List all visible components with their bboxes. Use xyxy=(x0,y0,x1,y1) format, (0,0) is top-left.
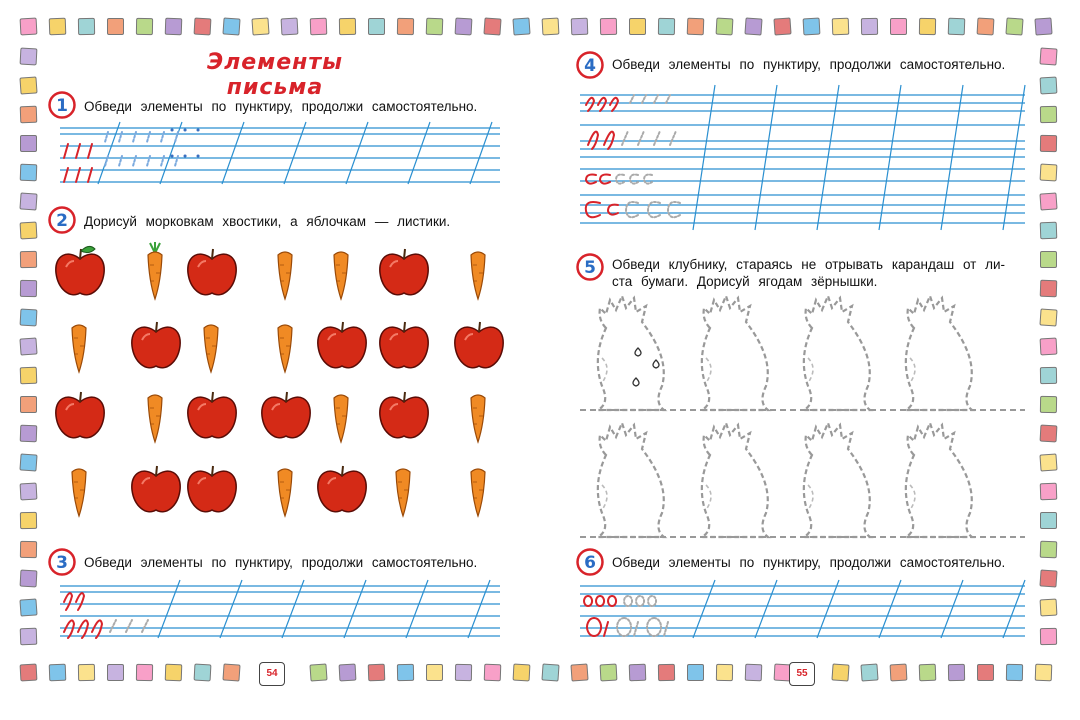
border-square xyxy=(1039,453,1057,471)
letter-element xyxy=(586,202,600,217)
slant-line xyxy=(468,580,490,638)
border-square xyxy=(20,164,38,182)
slant-line xyxy=(879,580,901,638)
border-square xyxy=(20,541,37,558)
border-square xyxy=(512,17,530,35)
border-square xyxy=(1040,280,1058,298)
border-square xyxy=(483,17,501,35)
border-square xyxy=(1039,308,1057,326)
letter-element xyxy=(644,175,652,184)
border-square xyxy=(1039,47,1057,65)
letter-element xyxy=(598,98,606,111)
slant-line xyxy=(346,122,368,184)
border-square xyxy=(1039,569,1057,587)
letter-element xyxy=(624,596,632,606)
carrot-icon xyxy=(274,241,296,301)
border-square xyxy=(861,18,878,35)
border-square xyxy=(194,18,212,36)
carrot-icon xyxy=(467,241,489,301)
letter-element xyxy=(617,618,631,636)
carrot-icon xyxy=(467,458,489,518)
border-square xyxy=(716,664,733,681)
border-square xyxy=(977,664,994,681)
border-square xyxy=(1034,17,1052,35)
apple-icon xyxy=(378,318,430,373)
page-number-left: 54 xyxy=(259,662,285,686)
carrot-icon xyxy=(392,458,414,518)
task-3-instruction: Обведи элементы по пунктиру, продолжи самостоятельно. xyxy=(84,555,478,570)
carrot-icon xyxy=(144,241,166,301)
border-square xyxy=(773,17,791,35)
handwriting-lines-4 xyxy=(580,85,1025,230)
strawberry-outline-icon xyxy=(598,296,664,410)
border-square xyxy=(716,18,734,36)
carrot-icon xyxy=(274,458,296,518)
letter-element xyxy=(64,593,72,610)
carrot-icon xyxy=(330,384,352,444)
border-square xyxy=(222,17,240,35)
border-square xyxy=(20,18,38,36)
letter-element xyxy=(636,596,644,606)
letter-element xyxy=(630,95,634,103)
border-square xyxy=(890,18,907,35)
letter-element xyxy=(638,131,644,145)
carrot-icon xyxy=(330,241,352,301)
border-square xyxy=(919,664,937,682)
letter-element xyxy=(648,596,656,606)
border-square xyxy=(890,664,908,682)
letter-element xyxy=(586,98,594,111)
task-number-badge-5 xyxy=(575,252,605,282)
task-number-2: 2 xyxy=(56,211,68,231)
slant-line xyxy=(755,580,777,638)
strawberry-outline-icon xyxy=(702,423,768,537)
letter-element xyxy=(647,618,661,636)
border-square xyxy=(658,18,675,35)
carrot-icon xyxy=(274,314,296,374)
border-square xyxy=(1039,192,1057,210)
slant-line xyxy=(282,580,304,638)
task-1-instruction: Обведи элементы по пунктиру, продолжи самостоятельно. xyxy=(84,99,478,114)
letter-element xyxy=(110,620,116,632)
border-square xyxy=(426,18,444,36)
slant-line xyxy=(222,122,244,184)
border-square xyxy=(49,18,67,36)
border-square xyxy=(19,337,37,355)
border-square xyxy=(368,664,386,682)
letter-element xyxy=(596,596,604,606)
border-square xyxy=(107,18,124,35)
border-square xyxy=(1040,512,1057,529)
border-square xyxy=(629,18,646,35)
slant-line xyxy=(693,580,715,638)
apple-icon xyxy=(378,245,430,300)
slant-line xyxy=(406,580,428,638)
page-number-right: 55 xyxy=(789,662,815,686)
letter-element xyxy=(648,202,660,217)
border-square xyxy=(1040,106,1057,123)
letter-element xyxy=(670,131,676,145)
carrot-icon xyxy=(467,384,489,444)
border-square xyxy=(19,598,37,616)
border-square xyxy=(948,664,965,681)
border-square xyxy=(1040,338,1058,356)
border-square xyxy=(1040,135,1057,152)
border-square xyxy=(78,664,95,681)
slant-line xyxy=(1003,580,1025,638)
strawberry-outline-icon xyxy=(702,296,768,410)
border-square xyxy=(194,664,212,682)
border-square xyxy=(919,18,936,35)
border-square xyxy=(1040,77,1058,95)
apple-icon xyxy=(54,245,106,300)
handwriting-lines-3 xyxy=(60,580,500,640)
border-square xyxy=(832,18,850,36)
slant-line xyxy=(98,122,120,184)
apple-icon xyxy=(378,388,430,443)
letter-element xyxy=(588,132,598,149)
task-6-instruction: Обведи элементы по пунктиру, продолжи самостоятельно. xyxy=(612,555,1006,570)
carrot-icon xyxy=(68,458,90,518)
letter-element xyxy=(604,132,614,149)
border-square xyxy=(744,17,762,35)
border-square xyxy=(1040,628,1057,645)
border-square xyxy=(1040,164,1058,182)
border-square xyxy=(20,396,37,413)
apple-icon xyxy=(453,318,505,373)
slant-line xyxy=(941,580,963,638)
slant-line xyxy=(220,580,242,638)
border-square xyxy=(19,76,37,94)
border-square xyxy=(20,628,38,646)
border-square xyxy=(1040,541,1058,559)
border-square xyxy=(629,664,647,682)
border-square xyxy=(20,48,38,66)
apple-icon xyxy=(130,318,182,373)
border-square xyxy=(1040,367,1057,384)
letter-element xyxy=(604,622,608,636)
letter-element xyxy=(630,175,638,184)
border-square xyxy=(1040,222,1058,240)
border-square xyxy=(542,18,560,36)
task-5-instruction-line-2: ста бумаги. Дорисуй ягодам зёрнышки. xyxy=(612,274,878,289)
border-square xyxy=(20,251,37,268)
task-number-badge-4 xyxy=(575,50,605,80)
letter-element xyxy=(634,622,638,636)
carrot-icon xyxy=(144,384,166,444)
border-square xyxy=(484,664,502,682)
letter-element xyxy=(668,202,680,217)
slant-line xyxy=(344,580,366,638)
border-square xyxy=(78,18,95,35)
strawberry-outline-icon xyxy=(906,423,972,537)
border-square xyxy=(1035,664,1053,682)
strawberry-outline-icon xyxy=(598,423,664,537)
border-square xyxy=(20,222,38,240)
border-square xyxy=(20,483,38,501)
border-square xyxy=(20,367,38,385)
task-number-1: 1 xyxy=(56,96,68,116)
strawberry-tracing-area xyxy=(580,290,1025,545)
slant-line xyxy=(284,122,306,184)
border-square xyxy=(19,453,37,471)
border-square xyxy=(687,664,704,681)
strawberry-outline-icon xyxy=(804,296,870,410)
letter-element xyxy=(586,175,596,184)
letter-element xyxy=(666,95,670,103)
task-5-instruction-line-1: Обведи клубнику, стараясь не отрывать карандаш от ли- xyxy=(612,257,1006,272)
strawberry-outline-icon xyxy=(906,296,972,410)
border-square xyxy=(1040,599,1058,617)
letter-element xyxy=(126,620,132,632)
slant-line xyxy=(470,122,492,184)
border-square xyxy=(658,664,675,681)
apple-icon xyxy=(186,388,238,443)
border-square xyxy=(310,18,328,36)
border-square xyxy=(19,192,37,210)
letter-element xyxy=(626,202,638,217)
border-square xyxy=(1006,664,1023,681)
border-square xyxy=(570,663,588,681)
letter-element xyxy=(76,593,84,610)
apple-icon xyxy=(260,388,312,443)
letter-element xyxy=(616,175,624,184)
border-square xyxy=(165,664,183,682)
letter-element xyxy=(654,95,658,103)
border-square xyxy=(251,17,269,35)
border-square xyxy=(948,18,966,36)
border-square xyxy=(541,663,559,681)
handwriting-lines-1 xyxy=(60,122,500,192)
apple-icon xyxy=(186,462,238,517)
apple-icon xyxy=(54,388,106,443)
border-square xyxy=(20,309,38,327)
border-square xyxy=(397,18,414,35)
border-square xyxy=(136,664,153,681)
letter-element xyxy=(664,622,668,636)
task-number-5: 5 xyxy=(584,258,596,278)
border-square xyxy=(20,135,37,152)
letter-element xyxy=(610,98,618,111)
apple-icon xyxy=(186,245,238,300)
letter-element xyxy=(600,175,610,184)
border-square xyxy=(20,280,37,297)
border-square xyxy=(281,18,299,36)
border-square xyxy=(339,18,356,35)
border-square xyxy=(831,663,849,681)
border-square xyxy=(107,664,124,681)
apple-icon xyxy=(316,318,368,373)
letter-element xyxy=(142,620,148,632)
letter-element xyxy=(587,618,601,636)
letter-element xyxy=(608,596,616,606)
task-number-badge-3 xyxy=(47,547,77,577)
border-square xyxy=(20,425,38,443)
task-number-4: 4 xyxy=(584,56,596,76)
border-square xyxy=(165,18,183,36)
task-number-3: 3 xyxy=(56,553,68,573)
border-square xyxy=(1040,251,1057,268)
border-square xyxy=(1040,483,1058,501)
border-square xyxy=(455,18,473,36)
border-square xyxy=(20,106,38,124)
border-square xyxy=(339,664,357,682)
border-square xyxy=(368,18,385,35)
border-square xyxy=(1005,17,1023,35)
border-square xyxy=(600,664,618,682)
border-square xyxy=(49,664,67,682)
task-number-6: 6 xyxy=(584,553,596,573)
task-2-instruction: Дорисуй морковкам хвостики, а яблочкам — листики. xyxy=(84,214,451,229)
border-square xyxy=(309,663,327,681)
border-square xyxy=(136,18,153,35)
border-square xyxy=(20,570,38,588)
letter-element xyxy=(584,596,592,606)
border-square xyxy=(1040,396,1057,413)
border-square xyxy=(455,664,472,681)
border-square xyxy=(860,663,878,681)
page-title: Элементы письма xyxy=(207,50,343,100)
border-square xyxy=(20,664,38,682)
border-square xyxy=(513,664,531,682)
border-square xyxy=(1040,425,1058,443)
letter-element xyxy=(654,131,660,145)
slant-line xyxy=(408,122,430,184)
border-square xyxy=(745,664,763,682)
border-square xyxy=(426,664,443,681)
carrot-icon xyxy=(68,314,90,374)
border-square xyxy=(222,663,240,681)
border-square xyxy=(803,18,821,36)
border-square xyxy=(687,18,705,36)
border-square xyxy=(20,512,37,529)
border-square xyxy=(600,18,617,35)
letter-element xyxy=(622,131,628,145)
slant-line xyxy=(817,580,839,638)
task-number-badge-2 xyxy=(47,205,77,235)
letter-element xyxy=(642,95,646,103)
task-number-badge-6 xyxy=(575,547,605,577)
strawberry-outline-icon xyxy=(804,423,870,537)
border-square xyxy=(977,18,995,36)
carrot-icon xyxy=(200,314,222,374)
border-square xyxy=(571,18,589,36)
task-4-instruction: Обведи элементы по пунктиру, продолжи самостоятельно. xyxy=(612,57,1006,72)
apple-icon xyxy=(316,462,368,517)
task-number-badge-1 xyxy=(47,90,77,120)
slant-line xyxy=(158,580,180,638)
apple-icon xyxy=(130,462,182,517)
handwriting-lines-6 xyxy=(580,580,1025,640)
border-square xyxy=(397,664,414,681)
